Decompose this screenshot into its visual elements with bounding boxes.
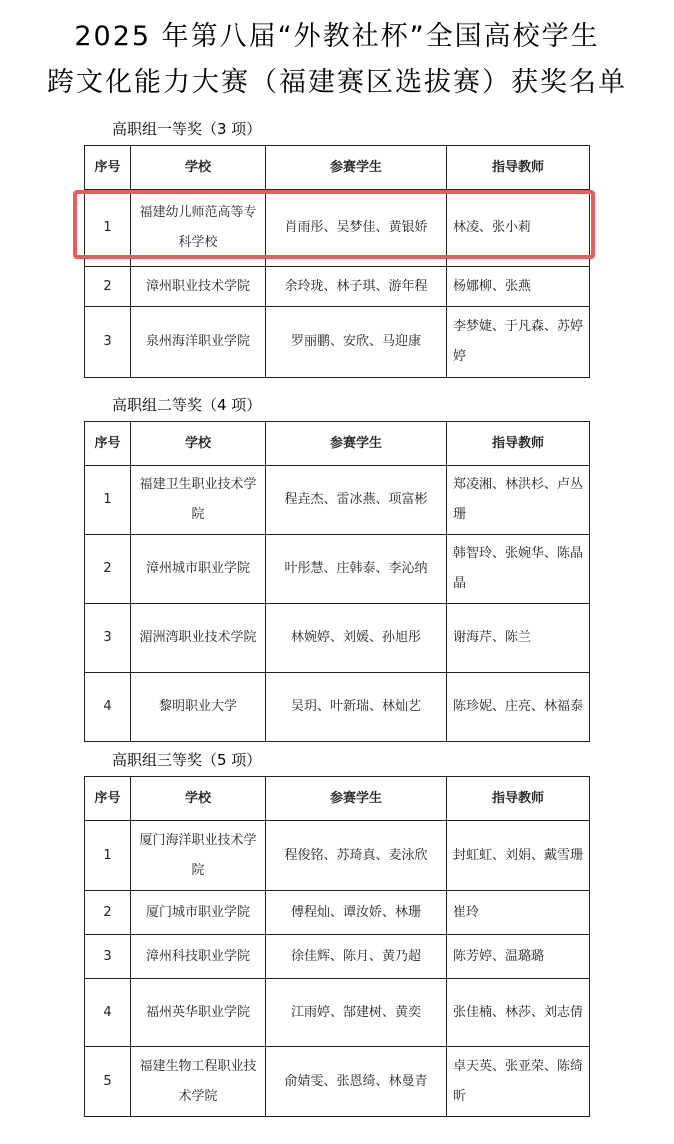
row-school: 厦门城市职业学院 (131, 891, 266, 935)
row-teachers: 李梦婕、于凡森、苏婷婷 (447, 307, 590, 378)
award-table-third-prize (84, 776, 590, 1117)
section-heading-second-prize: 高职组二等奖（4 项） (112, 396, 262, 414)
award-table-second-prize (84, 421, 590, 742)
row-school: 厦门海洋职业技术学院 (131, 821, 266, 891)
table-row (85, 535, 590, 604)
header-no: 序号 (85, 422, 131, 466)
table-row (85, 604, 590, 673)
row-no: 2 (85, 535, 131, 604)
row-school: 福建卫生职业技术学院 (131, 466, 266, 535)
row-no: 5 (85, 1047, 131, 1117)
table-row (85, 979, 590, 1047)
row-students: 吴玥、叶新瑞、林灿艺 (266, 673, 447, 742)
row-students: 程俊铭、苏琦真、麦泳欣 (266, 821, 447, 891)
table-header-row (85, 777, 590, 821)
header-teachers: 指导教师 (447, 146, 590, 190)
header-no: 序号 (85, 146, 131, 190)
row-school: 福建幼儿师范高等专科学校 (131, 190, 266, 267)
table-row (85, 891, 590, 935)
table-header-row (85, 422, 590, 466)
row-teachers: 崔玲 (447, 891, 590, 935)
row-students: 余玲珑、林子琪、游年程 (266, 267, 447, 307)
table-row (85, 307, 590, 378)
row-students: 肖雨彤、吴梦佳、黄银娇 (266, 190, 447, 267)
section-heading-first-prize: 高职组一等奖（3 项） (112, 120, 262, 138)
row-school: 泉州海洋职业学院 (131, 307, 266, 378)
table-row (85, 673, 590, 742)
row-no: 4 (85, 673, 131, 742)
row-teachers: 林凌、张小莉 (447, 190, 590, 267)
header-teachers: 指导教师 (447, 422, 590, 466)
row-school: 福建生物工程职业技术学院 (131, 1047, 266, 1117)
table-row (85, 1047, 590, 1117)
table-row (85, 466, 590, 535)
row-students: 林婉婷、刘媛、孙旭彤 (266, 604, 447, 673)
header-school: 学校 (131, 777, 266, 821)
row-students: 江雨婷、郜建树、黄奕 (266, 979, 447, 1047)
row-school: 黎明职业大学 (131, 673, 266, 742)
row-no: 3 (85, 604, 131, 673)
header-school: 学校 (131, 422, 266, 466)
row-teachers: 郑凌湘、林洪杉、卢丛珊 (447, 466, 590, 535)
row-no: 3 (85, 935, 131, 979)
table-header-row (85, 146, 590, 190)
header-no: 序号 (85, 777, 131, 821)
header-students: 参赛学生 (266, 146, 447, 190)
row-students: 徐佳辉、陈月、黄乃超 (266, 935, 447, 979)
row-teachers: 谢海芹、陈兰 (447, 604, 590, 673)
row-school: 漳州职业技术学院 (131, 267, 266, 307)
row-students: 俞婧雯、张恩绮、林曼青 (266, 1047, 447, 1117)
section-heading-third-prize: 高职组三等奖（5 项） (112, 751, 262, 769)
row-students: 傅程灿、谭汝娇、林珊 (266, 891, 447, 935)
row-students: 叶彤慧、庄韩泰、李沁纳 (266, 535, 447, 604)
row-teachers: 杨娜柳、张燕 (447, 267, 590, 307)
row-school: 漳州城市职业学院 (131, 535, 266, 604)
row-students: 程垚杰、雷冰燕、项富彬 (266, 466, 447, 535)
row-teachers: 韩智玲、张婉华、陈晶晶 (447, 535, 590, 604)
document-title-line-1: 2025 年第八届“外教社杯”全国高校学生 (74, 21, 600, 52)
row-school: 湄洲湾职业技术学院 (131, 604, 266, 673)
row-teachers: 张佳楠、林莎、刘志倩 (447, 979, 590, 1047)
row-teachers: 封虹虹、刘娟、戴雪珊 (447, 821, 590, 891)
row-teachers: 卓天英、张亚荣、陈绮昕 (447, 1047, 590, 1117)
header-school: 学校 (131, 146, 266, 190)
row-no: 1 (85, 190, 131, 267)
header-students: 参赛学生 (266, 422, 447, 466)
row-teachers: 陈芳婷、温璐璐 (447, 935, 590, 979)
document-title-line-2: 跨文化能力大赛（福建赛区选拔赛）获奖名单 (47, 67, 627, 98)
table-row (85, 267, 590, 307)
table-row (85, 935, 590, 979)
row-teachers: 陈珍妮、庄亮、林福泰 (447, 673, 590, 742)
row-no: 1 (85, 466, 131, 535)
header-teachers: 指导教师 (447, 777, 590, 821)
row-school: 福州英华职业学院 (131, 979, 266, 1047)
table-row (85, 821, 590, 891)
row-no: 1 (85, 821, 131, 891)
row-students: 罗丽鹏、安欣、马迎康 (266, 307, 447, 378)
row-no: 2 (85, 891, 131, 935)
row-no: 4 (85, 979, 131, 1047)
header-students: 参赛学生 (266, 777, 447, 821)
table-row (85, 190, 590, 267)
row-no: 2 (85, 267, 131, 307)
row-no: 3 (85, 307, 131, 378)
award-table-first-prize (84, 145, 590, 378)
row-school: 漳州科技职业学院 (131, 935, 266, 979)
